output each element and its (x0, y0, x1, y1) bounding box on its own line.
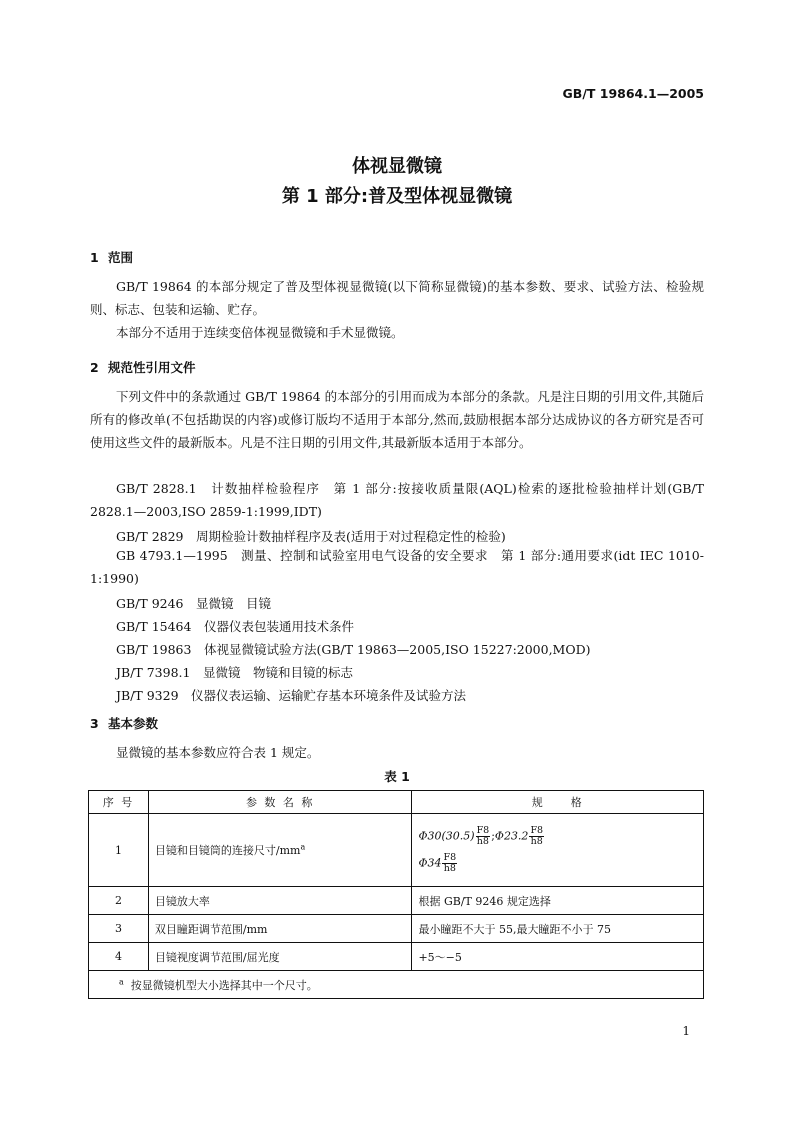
section-2-heading (90, 358, 196, 376)
table-note-row (89, 971, 704, 999)
section-number: 3 (90, 716, 99, 731)
column-header: 规 格 (412, 791, 704, 814)
specification: +5～−5 (412, 943, 704, 971)
table-row (89, 887, 704, 915)
spec-line: Φ30(30.5) $\frac{F8}{h8}$ ;Φ23.2 $\frac{F8}{h8}$ (418, 825, 544, 847)
diameter-value: Φ30(30.5) (418, 829, 475, 843)
row-number: 4 (89, 943, 149, 971)
row-number: 1 (89, 814, 149, 887)
reference-item: GB/T 2828.1 计数抽样检验程序 第 1 部分:按接收质量限(AQL)检索的逐批检验抽样计划(GB/T 2828.1—2003,ISO 2859-1:1999,IDT) (90, 481, 704, 519)
parameter-name: 双目瞳距调节范围/mm (148, 915, 412, 943)
spec-line (418, 853, 697, 874)
column-header: 参 数 名 称 (148, 791, 412, 814)
section-1-paragraph: 本部分不适用于连续变倍体视显微镜和手术显微镜。 (116, 325, 404, 340)
section-1-heading (90, 248, 133, 266)
table-row (89, 943, 704, 971)
reference-item: JB/T 9329 仪器仪表运输、运输贮存基本环境条件及试验方法 (116, 688, 467, 703)
section-title: 规范性引用文件 (108, 360, 196, 375)
section-title: 范围 (108, 250, 134, 265)
table-caption: 表 1 (384, 769, 410, 784)
diameter-value: Φ23.2 (494, 829, 529, 843)
reference-item: GB/T 19863 体视显微镜试验方法(GB/T 19863—2005,ISO 15227:2000,MOD) (116, 642, 591, 657)
parameter-name-text: 目镜和目镜筒的连接尺寸/mm (154, 844, 301, 857)
specification (412, 814, 704, 887)
section-1-paragraph: GB/T 19864 的本部分规定了普及型体视显微镜(以下简称显微镜)的基本参数、要求、试验方法、检验规则、标志、包装和运输、贮存。 (90, 279, 704, 317)
section-3-heading (90, 714, 158, 732)
table-row (89, 814, 704, 887)
standard-number: GB/T 19864.1—2005 (562, 86, 704, 101)
diameter-value: Φ34 (418, 856, 442, 870)
section-number: 1 (90, 250, 99, 265)
table-row (89, 915, 704, 943)
reference-item: GB 4793.1—1995 测量、控制和试验室用电气设备的安全要求 第 1 部分:通用要求(idt IEC 1010-1:1990) (90, 548, 704, 586)
section-title: 基本参数 (108, 716, 159, 731)
reference-item: JB/T 7398.1 显微镜 物镜和目镜的标志 (116, 665, 353, 680)
reference-item: GB/T 15464 仪器仪表包装通用技术条件 (116, 619, 354, 634)
footnote-text: 按显微镜机型大小选择其中一个尺寸。 (130, 978, 318, 992)
specification: 根据 GB/T 9246 规定选择 (412, 887, 704, 915)
document-title: 体视显微镜 (352, 156, 442, 177)
tolerance-fraction: $\frac{F8}{h8}$ (530, 825, 544, 847)
table-note (89, 971, 704, 999)
footnote-marker: a (119, 976, 124, 986)
section-3-paragraph: 显微镜的基本参数应符合表 1 规定。 (116, 745, 320, 760)
document-subtitle: 第 1 部分:普及型体视显微镜 (281, 186, 513, 207)
specification: 最小瞳距不大于 55,最大瞳距不小于 75 (412, 915, 704, 943)
table-header-row (89, 791, 704, 814)
reference-item: GB/T 9246 显微镜 目镜 (116, 596, 272, 611)
section-number: 2 (90, 360, 99, 375)
column-header: 序 号 (89, 791, 149, 814)
parameter-name (148, 814, 412, 887)
row-number: 3 (89, 915, 149, 943)
section-2-intro: 下列文件中的条款通过 GB/T 19864 的本部分的引用而成为本部分的条款。凡是注日期的引用文件,其随后所有的修改单(不包括勘误的内容)或修订版均不适用于本部分,然而,鼓励根据本部分达成协议的各方研究是否可使用这些文件的最新版本。凡是不注日期的引用文件,其最新版本适用于本部分。 (90, 389, 704, 450)
page-number: 1 (682, 1024, 690, 1038)
parameter-name: 目镜放大率 (148, 887, 412, 915)
footnote-marker: a (300, 842, 306, 852)
tolerance-fraction: $\frac{F8}{h8}$ (476, 825, 490, 847)
parameter-name: 目镜视度调节范围/屈光度 (148, 943, 412, 971)
tolerance-fraction: $\frac{F8}{h8}$ (443, 852, 457, 874)
reference-item: GB/T 2829 周期检验计数抽样程序及表(适用于对过程稳定性的检验) (116, 529, 506, 544)
parameters-table (88, 790, 704, 999)
row-number: 2 (89, 887, 149, 915)
